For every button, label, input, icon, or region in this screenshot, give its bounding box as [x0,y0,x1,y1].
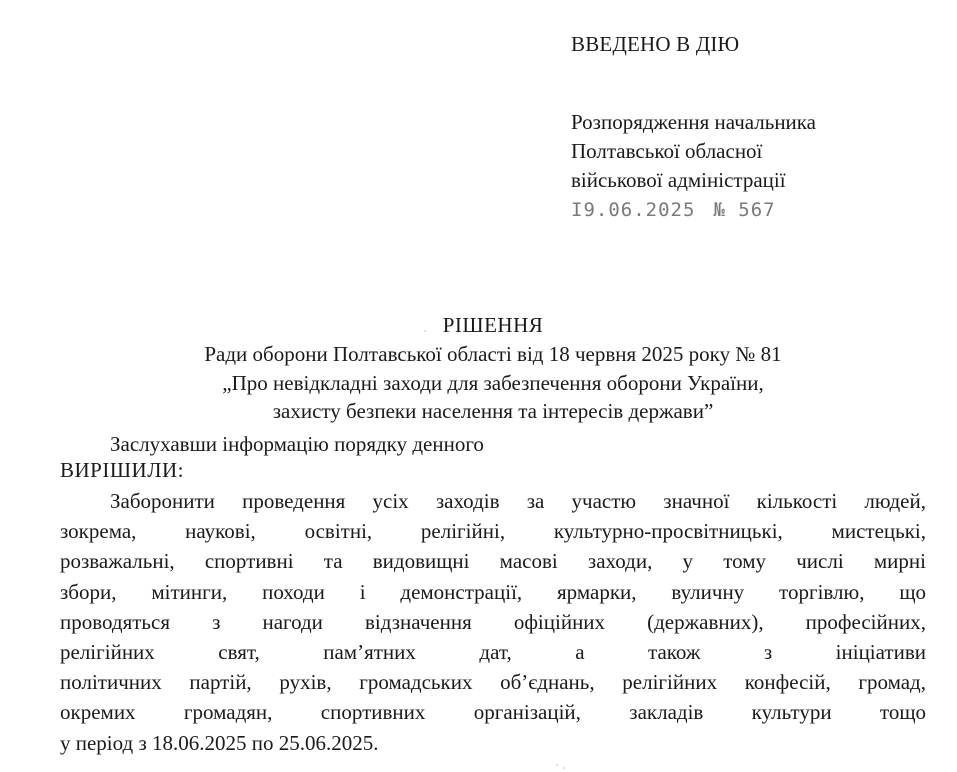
scan-speck [424,330,426,332]
scan-speck [563,767,565,769]
order-date: І9.06.2025 [571,199,696,221]
order-registration [571,196,816,225]
decided-heading: ВИРІШИЛИ: [60,458,184,482]
paragraph-line: Заборонити проведення усіх заходів за участю значної кількості людей, [110,489,926,513]
decision-title: РІШЕННЯ [442,313,544,337]
order-line: Розпорядження начальника [571,110,816,134]
paragraph-line: політичних партій, рухів, громадських об’єднань, релігійних конфесій, громад, [60,670,926,695]
paragraph-line: у період з 18.06.2025 по 25.06.2025. [60,730,379,755]
paragraph-line: зокрема, наукові, освітні, релігійні, культурно-просвітницькі, мистецькі, [60,519,926,544]
decision-subject: захисту безпеки населення та інтересів держави” [272,399,714,423]
paragraph-line: розважальні, спортивні та видовищні масові заходи, у тому числі мирні [60,549,926,574]
order-number: № 567 [713,199,776,221]
order-reference [571,108,816,225]
decision-subject: „Про невідкладні заходи для забезпечення оборони України, [222,371,764,395]
paragraph-line: збори, мітинги, походи і демонстрації, ярмарки, вуличну торгівлю, що [60,579,926,604]
paragraph-line: окремих громадян, спортивних організацій, закладів культури тощо [60,700,926,725]
decision-paragraph [60,486,926,758]
order-line: військової адміністрації [571,168,786,192]
scan-speck [556,764,558,766]
order-line: Полтавської обласної [571,139,763,163]
paragraph-line: релігійних свят, пам’ятних дат, а також з ініціативи [60,640,926,665]
enacted-stamp: ВВЕДЕНО В ДІЮ [571,32,740,56]
paragraph-line: проводяться з нагоди відзначення офіційних (державних), професійних, [60,609,926,634]
heard-statement: Заслухавши інформацію порядку денного [110,432,484,456]
decision-subtitle: Ради оборони Полтавської області від 18 червня 2025 року № 81 [204,342,782,366]
